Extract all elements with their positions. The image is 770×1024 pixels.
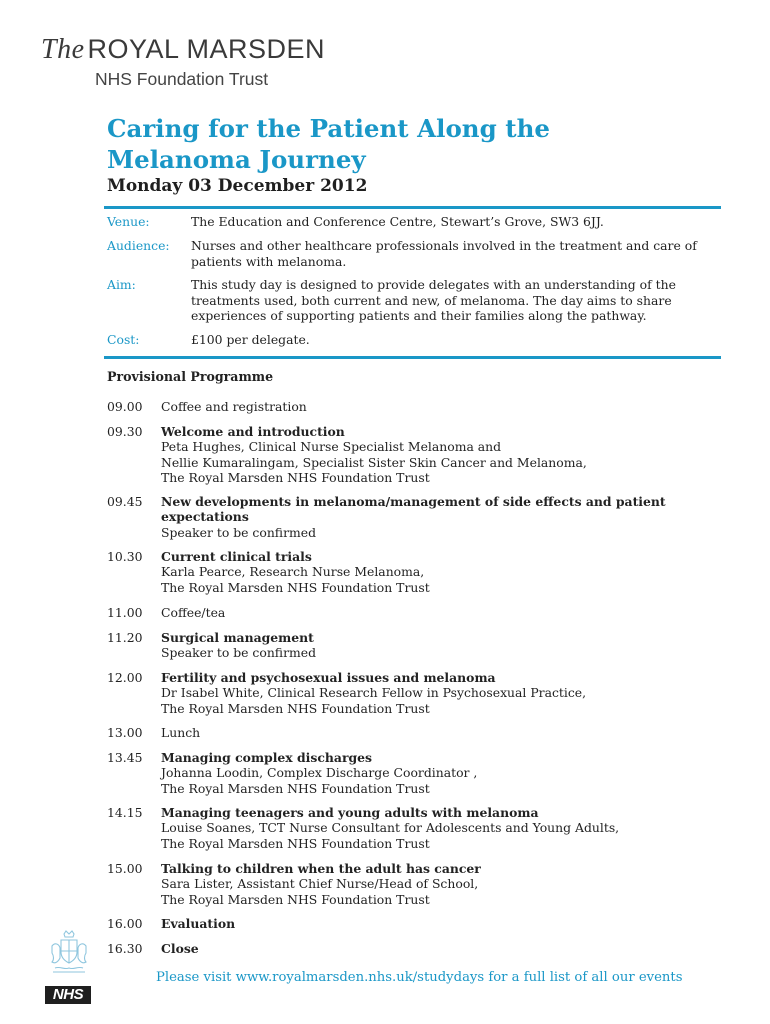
item-time: 09.45 <box>107 494 143 509</box>
nhs-logo-icon: NHS <box>45 986 91 1004</box>
page-title-line: Caring for the Patient Along the <box>107 114 550 143</box>
item-line: Dr Isabel White, Clinical Research Fellow in Psychosexual Practice, <box>161 685 587 701</box>
info-line: experiences of supporting patients and their families along the pathway. <box>191 308 647 323</box>
info-label: Cost: <box>107 332 140 347</box>
programme-heading: Provisional Programme <box>107 369 274 384</box>
item-line: The Royal Marsden NHS Foundation Trust <box>161 700 430 716</box>
item-line: The Royal Marsden NHS Foundation Trust <box>161 891 430 907</box>
org-logo-wordmark <box>41 34 325 65</box>
item-time: 10.30 <box>107 549 143 564</box>
item-line: The Royal Marsden NHS Foundation Trust <box>161 780 430 796</box>
org-logo-name: ROYAL MARSDEN <box>87 34 326 64</box>
item-line: Speaker to be confirmed <box>161 645 317 661</box>
info-value: The Education and Conference Centre, Stewart’s Grove, SW3 6JJ. <box>191 214 604 229</box>
item-time: 16.00 <box>107 916 143 931</box>
item-text: Coffee and registration <box>161 399 307 414</box>
item-line: The Royal Marsden NHS Foundation Trust <box>161 469 430 485</box>
bottom-divider <box>104 356 721 359</box>
top-divider <box>104 206 721 209</box>
item-title: Surgical management <box>161 630 314 645</box>
item-time: 11.20 <box>107 630 143 645</box>
info-label: Audience: <box>107 238 170 253</box>
item-title: Fertility and psychosexual issues and melanoma <box>161 670 496 685</box>
item-title: Welcome and introduction <box>161 424 345 439</box>
org-logo-the: The <box>41 34 85 65</box>
item-line: Peta Hughes, Clinical Nurse Specialist Melanoma and <box>161 439 502 455</box>
info-value <box>191 238 711 269</box>
item-title: Talking to children when the adult has cancer <box>161 861 481 876</box>
item-title: Managing teenagers and young adults with melanoma <box>161 805 539 820</box>
item-line: Karla Pearce, Research Nurse Melanoma, <box>161 564 425 580</box>
item-title: Current clinical trials <box>161 549 312 564</box>
item-time: 09.30 <box>107 424 143 439</box>
item-time: 12.00 <box>107 670 143 685</box>
royal-coat-of-arms-icon <box>44 928 94 978</box>
info-value: £100 per delegate. <box>191 332 310 347</box>
item-title: Managing complex discharges <box>161 750 372 765</box>
info-value <box>191 277 711 324</box>
item-time: 09.00 <box>107 399 143 414</box>
footer-link-text[interactable]: Please visit www.royalmarsden.nhs.uk/studydays for a full list of all our events <box>156 970 683 985</box>
item-title: Close <box>161 941 199 956</box>
item-time: 11.00 <box>107 605 143 620</box>
event-date: Monday 03 December 2012 <box>107 176 368 196</box>
item-line: Nellie Kumaralingam, Specialist Sister Skin Cancer and Melanoma, <box>161 454 587 470</box>
org-logo-subtitle: NHS Foundation Trust <box>95 69 269 89</box>
item-text: Lunch <box>161 725 201 740</box>
item-text: Coffee/tea <box>161 605 226 620</box>
item-line: Johanna Loodin, Complex Discharge Coordinator , <box>161 765 478 781</box>
item-title: New developments in melanoma/management of side effects and patient expectations <box>161 494 666 525</box>
item-time: 15.00 <box>107 861 143 876</box>
item-line: Sara Lister, Assistant Chief Nurse/Head of School, <box>161 876 479 892</box>
item-time: 14.15 <box>107 805 143 820</box>
page-title <box>107 113 707 175</box>
item-time: 13.45 <box>107 750 143 765</box>
item-line: The Royal Marsden NHS Foundation Trust <box>161 835 430 851</box>
info-line: patients with melanoma. <box>191 253 347 269</box>
info-line: This study day is designed to provide delegates with an understanding of the <box>191 277 676 292</box>
info-line: Nurses and other healthcare professionals involved in the treatment and care of <box>191 238 697 253</box>
item-time: 16.30 <box>107 941 143 956</box>
item-time: 13.00 <box>107 725 143 740</box>
org-logo <box>41 34 325 90</box>
item-title: Evaluation <box>161 916 236 931</box>
info-label: Venue: <box>107 214 150 229</box>
info-label: Aim: <box>107 277 136 292</box>
info-line: treatments used, both current and new, of melanoma. The day aims to share <box>191 292 672 308</box>
item-line: Louise Soanes, TCT Nurse Consultant for Adolescents and Young Adults, <box>161 820 620 836</box>
page-title-line: Melanoma Journey <box>107 145 366 174</box>
item-line: The Royal Marsden NHS Foundation Trust <box>161 579 430 595</box>
item-line: Speaker to be confirmed <box>161 524 317 540</box>
